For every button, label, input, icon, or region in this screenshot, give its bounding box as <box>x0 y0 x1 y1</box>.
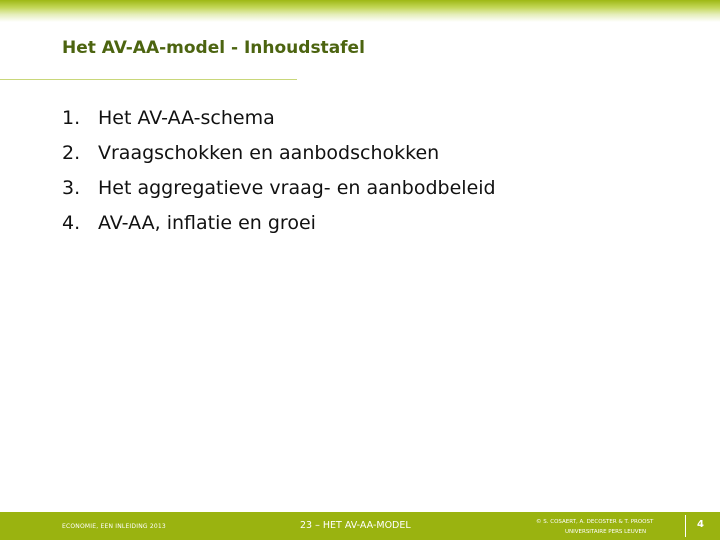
page-number: 4 <box>697 519 704 530</box>
footer-copyright-authors: © S. COSAERT, A. DECOSTER & T. PROOST <box>536 519 654 525</box>
footer-copyright <box>536 517 653 537</box>
toc-item-text: Het aggregatieve vraag- en aanbodbeleid <box>98 176 496 199</box>
toc-item <box>62 135 496 170</box>
table-of-contents <box>62 100 496 240</box>
toc-item-text: Vraagschokken en aanbodschokken <box>98 141 440 164</box>
toc-item-number: 2. <box>62 141 81 164</box>
footer-copyright-publisher: UNIVERSITAIRE PERS LEUVEN <box>565 529 647 535</box>
slide-title: Het AV-AA-model - Inhoudstafel <box>62 38 365 58</box>
toc-item-number: 4. <box>62 211 81 234</box>
top-gradient-band <box>0 0 720 22</box>
footer-book-title: ECONOMIE, EEN INLEIDING 2013 <box>62 523 166 530</box>
toc-item-text: AV-AA, inflatie en groei <box>98 211 316 234</box>
footer-bar <box>0 512 720 540</box>
toc-item <box>62 170 496 205</box>
toc-item-number: 1. <box>62 106 81 129</box>
footer-chapter-title: 23 – HET AV-AA-MODEL <box>300 520 411 531</box>
toc-item <box>62 205 496 240</box>
toc-item <box>62 100 496 135</box>
toc-item-number: 3. <box>62 176 81 199</box>
footer-divider <box>685 515 686 537</box>
title-underline <box>0 79 297 80</box>
toc-item-text: Het AV-AA-schema <box>98 106 275 129</box>
